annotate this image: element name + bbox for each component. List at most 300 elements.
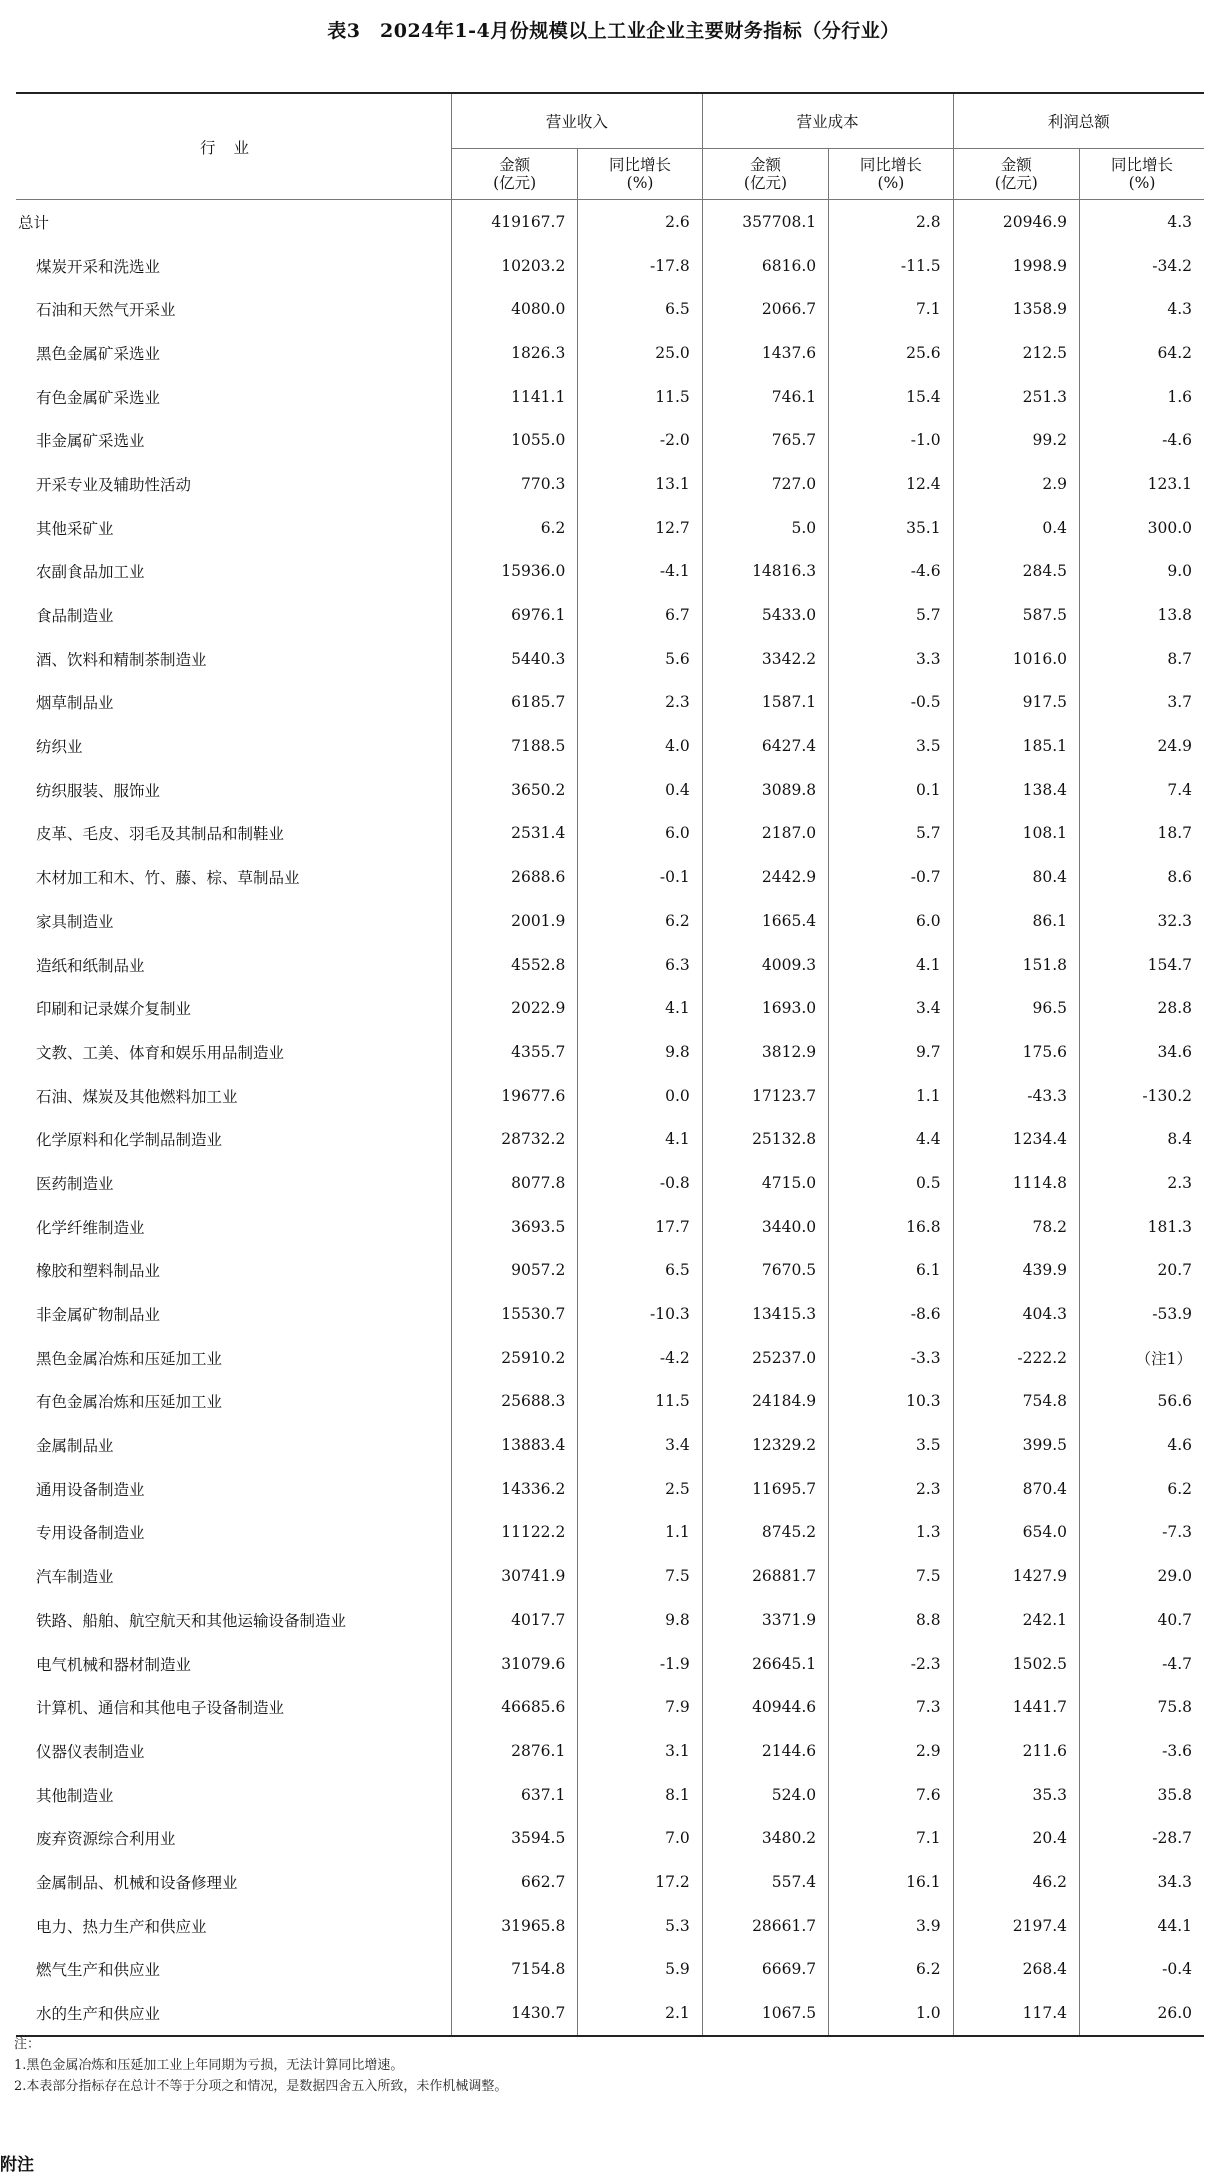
cell-cost-g: 25.6 xyxy=(829,331,953,375)
cell-cost: 746.1 xyxy=(702,375,828,419)
table-row xyxy=(16,724,1204,768)
industry-name: 电气机械和器材制造业 xyxy=(36,1655,192,1674)
cell-cost: 727.0 xyxy=(702,462,828,506)
cell-rev: 13883.4 xyxy=(451,1423,577,1467)
cell-rev-g: 11.5 xyxy=(578,375,702,419)
cell-cost: 4009.3 xyxy=(702,943,828,987)
cell-cost: 26645.1 xyxy=(702,1642,828,1686)
cell-rev-g: 6.0 xyxy=(578,812,702,856)
cell-profit: 1234.4 xyxy=(953,1117,1079,1161)
cell-profit-g: -4.7 xyxy=(1080,1642,1205,1686)
cell-rev: 4080.0 xyxy=(451,287,577,331)
cell-cost: 24184.9 xyxy=(702,1380,828,1424)
cell-profit-g: 35.8 xyxy=(1080,1773,1205,1817)
cell-cost-g: 16.1 xyxy=(829,1860,953,1904)
cell-cost: 25132.8 xyxy=(702,1117,828,1161)
table-row xyxy=(16,1948,1204,1992)
cell-cost-g: -4.6 xyxy=(829,550,953,594)
table-row xyxy=(16,1860,1204,1904)
page-title: 表3 2024年1-4月份规模以上工业企业主要财务指标（分行业） xyxy=(327,20,900,42)
cell-profit: 175.6 xyxy=(953,1030,1079,1074)
cost-amount-header: 金额 (亿元) xyxy=(702,149,828,200)
cell-cost: 26881.7 xyxy=(702,1554,828,1598)
cell-profit-g: 56.6 xyxy=(1080,1380,1205,1424)
table-row xyxy=(16,1816,1204,1860)
cell-rev: 2001.9 xyxy=(451,899,577,943)
table-row xyxy=(16,899,1204,943)
industry-name: 汽车制造业 xyxy=(36,1568,114,1587)
industry-name: 总计 xyxy=(18,213,50,232)
cell-rev-g: 25.0 xyxy=(578,331,702,375)
table-row xyxy=(16,1991,1204,2036)
industry-name: 金属制品、机械和设备修理业 xyxy=(36,1873,238,1892)
notes-label: 注： xyxy=(14,2037,41,2052)
table-row xyxy=(16,1030,1204,1074)
profit-amount-header: 金额 (亿元) xyxy=(953,149,1079,200)
cell-rev-g: -17.8 xyxy=(578,244,702,288)
cell-rev: 46685.6 xyxy=(451,1685,577,1729)
cell-rev: 15936.0 xyxy=(451,550,577,594)
cell-cost: 2187.0 xyxy=(702,812,828,856)
table-row xyxy=(16,506,1204,550)
industry-header: 行业 xyxy=(16,93,451,200)
cell-cost: 17123.7 xyxy=(702,1074,828,1118)
table-row xyxy=(16,287,1204,331)
cell-rev-g: 6.2 xyxy=(578,899,702,943)
cell-rev-g: 6.5 xyxy=(578,287,702,331)
cell-profit-g: -34.2 xyxy=(1080,244,1205,288)
industry-name: 化学纤维制造业 xyxy=(36,1218,145,1237)
cell-profit-g: 2.3 xyxy=(1080,1161,1205,1205)
cell-rev-g: -4.1 xyxy=(578,550,702,594)
cell-profit: -43.3 xyxy=(953,1074,1079,1118)
industry-name: 有色金属矿采选业 xyxy=(36,388,161,407)
table-row xyxy=(16,1074,1204,1118)
cell-cost: 6669.7 xyxy=(702,1948,828,1992)
cell-profit-g: 29.0 xyxy=(1080,1554,1205,1598)
cell-rev: 19677.6 xyxy=(451,1074,577,1118)
cell-profit-g: 24.9 xyxy=(1080,724,1205,768)
cell-profit-g: 20.7 xyxy=(1080,1249,1205,1293)
table-row xyxy=(16,1161,1204,1205)
cell-cost-g: 3.4 xyxy=(829,986,953,1030)
cell-profit: 138.4 xyxy=(953,768,1079,812)
cell-profit: 917.5 xyxy=(953,681,1079,725)
cell-rev: 31079.6 xyxy=(451,1642,577,1686)
cell-cost: 5.0 xyxy=(702,506,828,550)
cell-cost: 28661.7 xyxy=(702,1904,828,1948)
cell-profit: 754.8 xyxy=(953,1380,1079,1424)
note-1: 1.黑色金属冶炼和压延加工业上年同期为亏损，无法计算同比增速。 xyxy=(14,2058,404,2073)
cell-cost: 3812.9 xyxy=(702,1030,828,1074)
table-row xyxy=(16,1554,1204,1598)
footer-annotation: 附注 xyxy=(0,2155,34,2175)
cell-cost: 11695.7 xyxy=(702,1467,828,1511)
cell-cost: 12329.2 xyxy=(702,1423,828,1467)
cell-profit: 108.1 xyxy=(953,812,1079,856)
cell-cost: 2066.7 xyxy=(702,287,828,331)
cell-profit-g: 4.6 xyxy=(1080,1423,1205,1467)
revenue-amount-header: 金额 (亿元) xyxy=(451,149,577,200)
cell-rev-g: 2.1 xyxy=(578,1991,702,2036)
cell-cost-g: 6.1 xyxy=(829,1249,953,1293)
cell-profit: 212.5 xyxy=(953,331,1079,375)
cell-rev: 1430.7 xyxy=(451,1991,577,2036)
industry-name: 计算机、通信和其他电子设备制造业 xyxy=(36,1699,285,1718)
cell-rev: 3693.5 xyxy=(451,1205,577,1249)
table-row xyxy=(16,812,1204,856)
cell-rev: 30741.9 xyxy=(451,1554,577,1598)
cell-profit-g: 8.6 xyxy=(1080,855,1205,899)
table-row xyxy=(16,418,1204,462)
cell-rev-g: -1.9 xyxy=(578,1642,702,1686)
table-row xyxy=(16,1904,1204,1948)
cell-rev: 31965.8 xyxy=(451,1904,577,1948)
cell-rev: 11122.2 xyxy=(451,1511,577,1555)
cell-cost-g: -1.0 xyxy=(829,418,953,462)
cell-profit-g: -4.6 xyxy=(1080,418,1205,462)
table-row xyxy=(16,550,1204,594)
cell-cost: 765.7 xyxy=(702,418,828,462)
cell-rev: 7154.8 xyxy=(451,1948,577,1992)
cell-profit-g: -130.2 xyxy=(1080,1074,1205,1118)
table-row xyxy=(16,855,1204,899)
cell-rev-g: 7.9 xyxy=(578,1685,702,1729)
cell-cost-g: 35.1 xyxy=(829,506,953,550)
cell-profit-g: -3.6 xyxy=(1080,1729,1205,1773)
note-2: 2.本表部分指标存在总计不等于分项之和情况，是数据四舍五入所致，未作机械调整。 xyxy=(14,2079,508,2094)
industry-name: 化学原料和化学制品制造业 xyxy=(36,1131,223,1150)
cell-profit-g: 300.0 xyxy=(1080,506,1205,550)
cell-cost-g: 4.1 xyxy=(829,943,953,987)
industry-name: 家具制造业 xyxy=(36,912,114,931)
cell-rev: 3650.2 xyxy=(451,768,577,812)
cell-profit: 242.1 xyxy=(953,1598,1079,1642)
cell-cost-g: -3.3 xyxy=(829,1336,953,1380)
cell-cost: 357708.1 xyxy=(702,200,828,244)
cell-cost: 7670.5 xyxy=(702,1249,828,1293)
cell-rev-g: 0.0 xyxy=(578,1074,702,1118)
profit-header: 利润总额 xyxy=(953,93,1204,149)
cell-rev-g: 2.3 xyxy=(578,681,702,725)
industry-name: 电力、热力生产和供应业 xyxy=(36,1917,207,1936)
cell-cost-g: 2.3 xyxy=(829,1467,953,1511)
cell-rev-g: 12.7 xyxy=(578,506,702,550)
cell-profit: 587.5 xyxy=(953,593,1079,637)
cell-rev-g: -10.3 xyxy=(578,1292,702,1336)
table-row xyxy=(16,1380,1204,1424)
cell-rev-g: 5.9 xyxy=(578,1948,702,1992)
industry-name: 有色金属冶炼和压延加工业 xyxy=(36,1393,223,1412)
industry-name: 开采专业及辅助性活动 xyxy=(36,475,192,494)
cell-cost: 557.4 xyxy=(702,1860,828,1904)
cell-rev: 1055.0 xyxy=(451,418,577,462)
cell-profit: 86.1 xyxy=(953,899,1079,943)
cell-rev-g: 2.6 xyxy=(578,200,702,244)
cell-profit: 0.4 xyxy=(953,506,1079,550)
industry-name: 燃气生产和供应业 xyxy=(36,1961,161,1980)
cell-cost-g: 3.3 xyxy=(829,637,953,681)
cell-profit-g: -28.7 xyxy=(1080,1816,1205,1860)
cell-profit: 2.9 xyxy=(953,462,1079,506)
cell-profit-g: 75.8 xyxy=(1080,1685,1205,1729)
cell-profit: 20946.9 xyxy=(953,200,1079,244)
cell-cost-g: 5.7 xyxy=(829,812,953,856)
cell-cost-g: 1.3 xyxy=(829,1511,953,1555)
cell-cost-g: -11.5 xyxy=(829,244,953,288)
industry-name: 黑色金属矿采选业 xyxy=(36,344,161,363)
industry-name: 造纸和纸制品业 xyxy=(36,956,145,975)
table-row xyxy=(16,986,1204,1030)
cell-cost-g: 8.8 xyxy=(829,1598,953,1642)
table-row xyxy=(16,1729,1204,1773)
industry-name: 橡胶和塑料制品业 xyxy=(36,1262,161,1281)
cell-profit: 211.6 xyxy=(953,1729,1079,1773)
table-row xyxy=(16,768,1204,812)
cell-rev: 10203.2 xyxy=(451,244,577,288)
cell-cost-g: 15.4 xyxy=(829,375,953,419)
cell-cost-g: -0.5 xyxy=(829,681,953,725)
cell-cost: 524.0 xyxy=(702,1773,828,1817)
cell-cost: 1665.4 xyxy=(702,899,828,943)
cell-profit-g: -0.4 xyxy=(1080,1948,1205,1992)
table-row xyxy=(16,200,1204,244)
revenue-growth-header: 同比增长 (%) xyxy=(578,149,702,200)
cell-cost: 1587.1 xyxy=(702,681,828,725)
cell-rev-g: 4.1 xyxy=(578,1117,702,1161)
cell-rev-g: 3.1 xyxy=(578,1729,702,1773)
profit-growth-header: 同比增长 (%) xyxy=(1080,149,1205,200)
industry-name: 非金属矿物制品业 xyxy=(36,1306,161,1325)
cell-profit: 185.1 xyxy=(953,724,1079,768)
cell-rev: 6.2 xyxy=(451,506,577,550)
cell-cost-g: 7.5 xyxy=(829,1554,953,1598)
table-row xyxy=(16,462,1204,506)
cell-rev-g: 6.5 xyxy=(578,1249,702,1293)
cell-profit-g: 181.3 xyxy=(1080,1205,1205,1249)
cell-cost: 6427.4 xyxy=(702,724,828,768)
revenue-header: 营业收入 xyxy=(451,93,702,149)
industry-name: 纺织服装、服饰业 xyxy=(36,781,161,800)
cell-profit-g: 9.0 xyxy=(1080,550,1205,594)
cell-cost-g: 2.8 xyxy=(829,200,953,244)
table-row xyxy=(16,1336,1204,1380)
cell-rev-g: 9.8 xyxy=(578,1030,702,1074)
cell-rev-g: -0.1 xyxy=(578,855,702,899)
cell-cost: 3342.2 xyxy=(702,637,828,681)
cell-cost-g: 3.9 xyxy=(829,1904,953,1948)
cell-cost: 4715.0 xyxy=(702,1161,828,1205)
cell-rev-g: 5.6 xyxy=(578,637,702,681)
cost-header: 营业成本 xyxy=(702,93,953,149)
cell-cost-g: 6.2 xyxy=(829,1948,953,1992)
cell-rev: 770.3 xyxy=(451,462,577,506)
cell-profit: 96.5 xyxy=(953,986,1079,1030)
cell-cost: 13415.3 xyxy=(702,1292,828,1336)
cell-profit-g: 8.4 xyxy=(1080,1117,1205,1161)
cell-profit: 268.4 xyxy=(953,1948,1079,1992)
cell-profit: 78.2 xyxy=(953,1205,1079,1249)
cell-profit: 870.4 xyxy=(953,1467,1079,1511)
industry-name: 农副食品加工业 xyxy=(36,563,145,582)
cell-cost-g: 4.4 xyxy=(829,1117,953,1161)
table-row xyxy=(16,1685,1204,1729)
table-row xyxy=(16,593,1204,637)
cell-cost-g: 0.1 xyxy=(829,768,953,812)
cell-cost: 3440.0 xyxy=(702,1205,828,1249)
industry-name: 其他采矿业 xyxy=(36,519,114,538)
cell-rev: 4552.8 xyxy=(451,943,577,987)
cell-cost-g: 1.0 xyxy=(829,1991,953,2036)
industry-name: 木材加工和木、竹、藤、棕、草制品业 xyxy=(36,869,300,888)
cell-profit-g: 18.7 xyxy=(1080,812,1205,856)
cell-cost-g: 7.6 xyxy=(829,1773,953,1817)
cell-rev-g: 1.1 xyxy=(578,1511,702,1555)
cell-profit-g: 44.1 xyxy=(1080,1904,1205,1948)
cell-rev: 6185.7 xyxy=(451,681,577,725)
cell-profit: 80.4 xyxy=(953,855,1079,899)
cost-growth-header: 同比增长 (%) xyxy=(829,149,953,200)
cell-cost: 14816.3 xyxy=(702,550,828,594)
table-row xyxy=(16,1117,1204,1161)
table-row xyxy=(16,1511,1204,1555)
cell-cost-g: 6.0 xyxy=(829,899,953,943)
cell-rev: 5440.3 xyxy=(451,637,577,681)
cell-cost: 2442.9 xyxy=(702,855,828,899)
cell-cost-g: 12.4 xyxy=(829,462,953,506)
cell-cost-g: 9.7 xyxy=(829,1030,953,1074)
table-body xyxy=(16,200,1204,2036)
cell-profit-g: 64.2 xyxy=(1080,331,1205,375)
cell-profit: 251.3 xyxy=(953,375,1079,419)
cell-rev-g: 6.7 xyxy=(578,593,702,637)
cell-rev: 4017.7 xyxy=(451,1598,577,1642)
cell-cost: 1437.6 xyxy=(702,331,828,375)
cell-rev: 662.7 xyxy=(451,1860,577,1904)
cell-cost: 6816.0 xyxy=(702,244,828,288)
cell-profit: 35.3 xyxy=(953,1773,1079,1817)
cell-profit: 46.2 xyxy=(953,1860,1079,1904)
cell-rev: 28732.2 xyxy=(451,1117,577,1161)
cell-cost-g: -2.3 xyxy=(829,1642,953,1686)
cell-profit-g: -53.9 xyxy=(1080,1292,1205,1336)
cell-profit: 117.4 xyxy=(953,1991,1079,2036)
cell-rev-g: 4.1 xyxy=(578,986,702,1030)
cell-cost-g: 0.5 xyxy=(829,1161,953,1205)
cell-rev-g: 3.4 xyxy=(578,1423,702,1467)
cell-cost-g: 16.8 xyxy=(829,1205,953,1249)
table-row xyxy=(16,1598,1204,1642)
cell-profit: 2197.4 xyxy=(953,1904,1079,1948)
cell-profit: 404.3 xyxy=(953,1292,1079,1336)
industry-name: 金属制品业 xyxy=(36,1437,114,1456)
cell-rev: 2876.1 xyxy=(451,1729,577,1773)
cell-rev-g: 2.5 xyxy=(578,1467,702,1511)
industry-name: 皮革、毛皮、羽毛及其制品和制鞋业 xyxy=(36,825,285,844)
cell-profit: 284.5 xyxy=(953,550,1079,594)
table-row xyxy=(16,375,1204,419)
cell-rev-g: -4.2 xyxy=(578,1336,702,1380)
cell-profit: 1441.7 xyxy=(953,1685,1079,1729)
cell-rev: 14336.2 xyxy=(451,1467,577,1511)
cell-rev-g: 7.5 xyxy=(578,1554,702,1598)
cell-cost-g: 7.3 xyxy=(829,1685,953,1729)
cell-rev: 15530.7 xyxy=(451,1292,577,1336)
cell-profit-g: 123.1 xyxy=(1080,462,1205,506)
notes xyxy=(14,2034,507,2097)
cell-profit-g: 34.6 xyxy=(1080,1030,1205,1074)
industry-name: 其他制造业 xyxy=(36,1786,114,1805)
cell-cost: 3089.8 xyxy=(702,768,828,812)
cell-profit: 439.9 xyxy=(953,1249,1079,1293)
cell-rev-g: 11.5 xyxy=(578,1380,702,1424)
cell-rev: 1141.1 xyxy=(451,375,577,419)
table-row xyxy=(16,943,1204,987)
cell-rev: 4355.7 xyxy=(451,1030,577,1074)
industry-name: 烟草制品业 xyxy=(36,694,114,713)
industry-name: 非金属矿采选业 xyxy=(36,432,145,451)
table-row xyxy=(16,1773,1204,1817)
cell-profit-g: -7.3 xyxy=(1080,1511,1205,1555)
cell-cost-g: 3.5 xyxy=(829,1423,953,1467)
cell-cost-g: -8.6 xyxy=(829,1292,953,1336)
cell-rev-g: -2.0 xyxy=(578,418,702,462)
cell-profit: 1016.0 xyxy=(953,637,1079,681)
cell-cost: 1693.0 xyxy=(702,986,828,1030)
cell-profit-g: 154.7 xyxy=(1080,943,1205,987)
industry-name: 废弃资源综合利用业 xyxy=(36,1830,176,1849)
cell-profit: 1114.8 xyxy=(953,1161,1079,1205)
cell-rev: 637.1 xyxy=(451,1773,577,1817)
cell-profit-g: （注1） xyxy=(1080,1336,1205,1380)
cell-cost-g: -0.7 xyxy=(829,855,953,899)
cell-rev: 3594.5 xyxy=(451,1816,577,1860)
cell-cost-g: 7.1 xyxy=(829,1816,953,1860)
industry-name: 医药制造业 xyxy=(36,1174,114,1193)
cell-rev-g: 9.8 xyxy=(578,1598,702,1642)
cell-profit-g: 8.7 xyxy=(1080,637,1205,681)
industry-name: 水的生产和供应业 xyxy=(16,1991,451,2036)
cell-profit-g: 4.3 xyxy=(1080,287,1205,331)
cell-cost-g: 10.3 xyxy=(829,1380,953,1424)
cell-rev-g: 13.1 xyxy=(578,462,702,506)
cell-profit-g: 40.7 xyxy=(1080,1598,1205,1642)
cell-profit-g: 6.2 xyxy=(1080,1467,1205,1511)
cell-profit: 654.0 xyxy=(953,1511,1079,1555)
cell-cost-g: 2.9 xyxy=(829,1729,953,1773)
industry-name: 文教、工美、体育和娱乐用品制造业 xyxy=(36,1043,285,1062)
cell-profit: 20.4 xyxy=(953,1816,1079,1860)
cell-profit: 1427.9 xyxy=(953,1554,1079,1598)
cell-rev: 2531.4 xyxy=(451,812,577,856)
industry-name: 纺织业 xyxy=(36,738,83,757)
cell-rev: 25910.2 xyxy=(451,1336,577,1380)
cell-rev-g: 5.3 xyxy=(578,1904,702,1948)
cell-profit: 1358.9 xyxy=(953,287,1079,331)
industry-name: 专用设备制造业 xyxy=(36,1524,145,1543)
cell-cost: 3480.2 xyxy=(702,1816,828,1860)
industry-name: 酒、饮料和精制茶制造业 xyxy=(36,650,207,669)
table-row xyxy=(16,244,1204,288)
cell-rev: 6976.1 xyxy=(451,593,577,637)
cell-rev: 9057.2 xyxy=(451,1249,577,1293)
industry-name: 食品制造业 xyxy=(36,607,114,626)
cell-rev-g: 4.0 xyxy=(578,724,702,768)
table-row xyxy=(16,1467,1204,1511)
cell-profit-g: 28.8 xyxy=(1080,986,1205,1030)
cell-profit: -222.2 xyxy=(953,1336,1079,1380)
cell-cost-g: 5.7 xyxy=(829,593,953,637)
